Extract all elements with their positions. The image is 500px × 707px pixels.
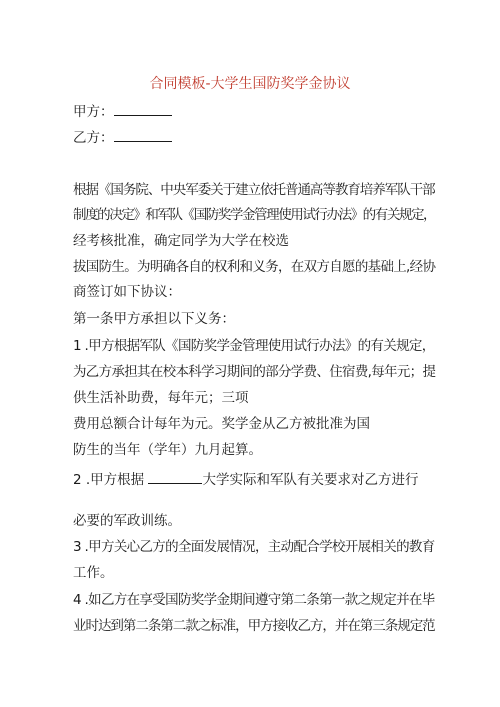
party-a-line <box>73 102 172 121</box>
item1-line: 为乙方承担其在校本科学习期间的部分学费、住宿费,每年元；提 <box>73 364 436 380</box>
item1-line: 1 .甲方根据军队《国防奖学金管理使用试行办法》的有关规定， <box>73 338 435 354</box>
party-b-blank[interactable] <box>114 128 172 142</box>
item1-line: 供生活补助费，每年元；三项 <box>73 390 249 406</box>
item1-line: 费用总额合计每年为元。奖学金从乙方被批准为国 <box>73 416 370 432</box>
item3-line: 3 .甲方关心乙方的全面发展情况，主动配合学校开展相关的教育 <box>73 539 435 555</box>
party-b-line <box>73 128 172 147</box>
item2-line <box>73 470 418 489</box>
party-a-blank[interactable] <box>114 102 172 116</box>
item2-prefix: 2 .甲方根据 <box>73 472 149 488</box>
para1-line: 根据《国务院、中央军委关于建立依托普通高等教育培养军队干部 <box>73 182 435 198</box>
item4-line: 业时达到第二条第二款之标准，甲方接收乙方，并在第三条规定范 <box>73 618 435 634</box>
party-a-label: 甲方： <box>73 104 114 120</box>
article1-heading: 第一条甲方承担以下义务： <box>73 311 235 327</box>
item2-suffix: 大学实际和军队有关要求对乙方进行 <box>202 472 419 488</box>
para1-line: 制度的决定》和军队《国防奖学金管理使用试行办法》的有关规定， <box>73 207 436 223</box>
item1-line: 防生的当年（学年）九月起算。 <box>73 442 262 458</box>
para1-line: 经考核批准，确定同学为大学在校选 <box>73 233 289 249</box>
item3-line: 工作。 <box>73 565 114 581</box>
university-blank[interactable] <box>148 470 202 484</box>
para1-line: 商签订如下协议： <box>73 284 181 300</box>
para1-line: 拔国防生。为明确各自的权利和义务，在双方自愿的基础上,经协 <box>73 259 436 275</box>
party-b-label: 乙方： <box>73 130 114 146</box>
document-title: 合同模板-大学生国防奖学金协议 <box>149 76 351 92</box>
item2-line: 必要的军政训练。 <box>73 513 181 529</box>
item4-line: 4 .如乙方在享受国防奖学金期间遵守第二条第一款之规定并在毕 <box>73 592 435 608</box>
